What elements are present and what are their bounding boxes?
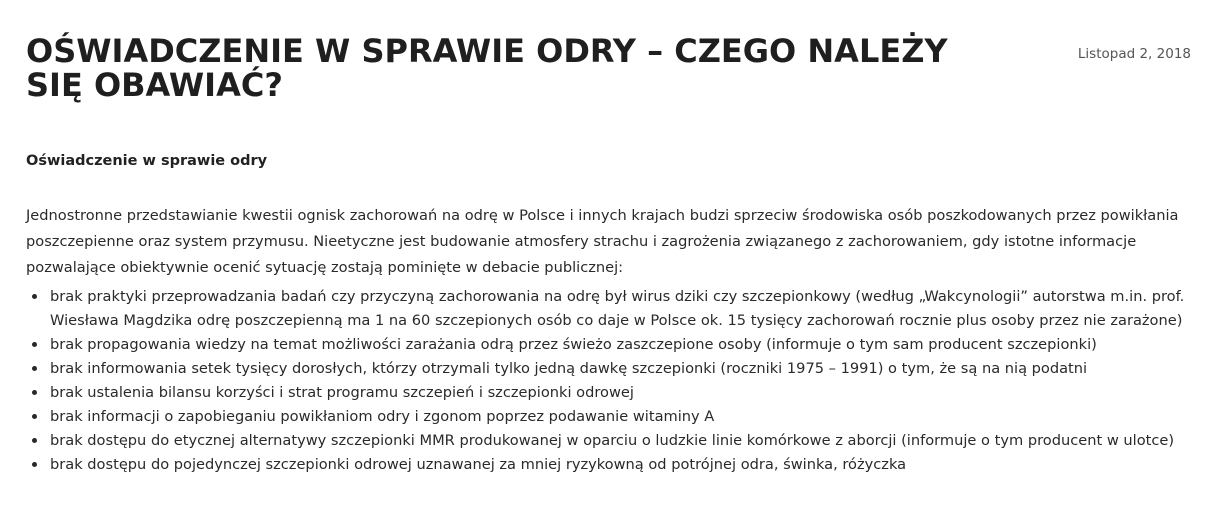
bullet-icon	[32, 462, 37, 467]
list-item	[26, 285, 1198, 333]
list-item-text: brak propagowania wiedzy na temat możliwości zarażania odrą przez świeżo zaszczepione osoby (informuje o tym sam producent szczepionki)	[50, 336, 1097, 353]
list-item	[26, 333, 1198, 357]
bullet-icon	[32, 390, 37, 395]
list-item	[26, 381, 1198, 405]
bullet-icon	[32, 294, 37, 299]
list-item	[26, 429, 1198, 453]
article-subheading: Oświadczenie w sprawie odry	[26, 153, 268, 169]
publication-date: Listopad 2, 2018	[1077, 46, 1191, 62]
list-item-text: brak ustalenia bilansu korzyści i strat programu szczepień i szczepionki odrowej	[50, 384, 634, 401]
points-list	[26, 285, 1198, 477]
bullet-icon	[32, 438, 37, 443]
list-item-text: brak informowania setek tysięcy dorosłych, którzy otrzymali tylko jedną dawkę szczepionki (roczniki 1975 – 1991) o tym, że są na nią podatni	[50, 360, 1088, 377]
article	[26, 0, 1198, 530]
bullet-icon	[32, 366, 37, 371]
list-item-text: brak dostępu do etycznej alternatywy szczepionki MMR produkowanej w oparciu o ludzkie linie komórkowe z aborcji (informuje o tym producent w ulotce)	[50, 432, 1175, 449]
list-item	[26, 357, 1198, 381]
list-item-text: brak informacji o zapobieganiu powikłaniom odry i zgonom poprzez podawanie witaminy A	[50, 408, 715, 425]
list-item-text: brak dostępu do pojedynczej szczepionki odrowej uznawanej za mniej ryzykowną od potrójnej odra, świnka, różyczka	[50, 456, 907, 473]
page-title: OŚWIADCZENIE W SPRAWIE ODRY – CZEGO NALEŻY SIĘ OBAWIAĆ?	[26, 32, 948, 104]
intro-paragraph: Jednostronne przedstawianie kwestii ognisk zachorowań na odrę w Polsce i innych krajach budzi sprzeciw środowiska osób poszkodowanych przez powikłania poszczepienne oraz system przymusu. Nieetyczne jest budowanie atmosfery strachu i zagrożenia związanego z zachorowaniem, gdy istotne informacje pozwalające obiektywnie ocenić sytuację zostają pominięte w debacie publicznej:	[26, 207, 1179, 276]
list-item	[26, 405, 1198, 429]
list-item-text: brak praktyki przeprowadzania badań czy przyczyną zachorowania na odrę był wirus dziki czy szczepionkowy (według „Wakcynologii” autorstwa m.in. prof. Wiesława Magdzika odrę poszczepienną ma 1 na 60 szczepionych osób co daje w Polsce ok. 15 tysięcy zachorowań rocznie plus osoby przez nie zarażone)	[50, 288, 1185, 329]
bullet-icon	[32, 342, 37, 347]
list-item	[26, 453, 1198, 477]
bullet-icon	[32, 414, 37, 419]
